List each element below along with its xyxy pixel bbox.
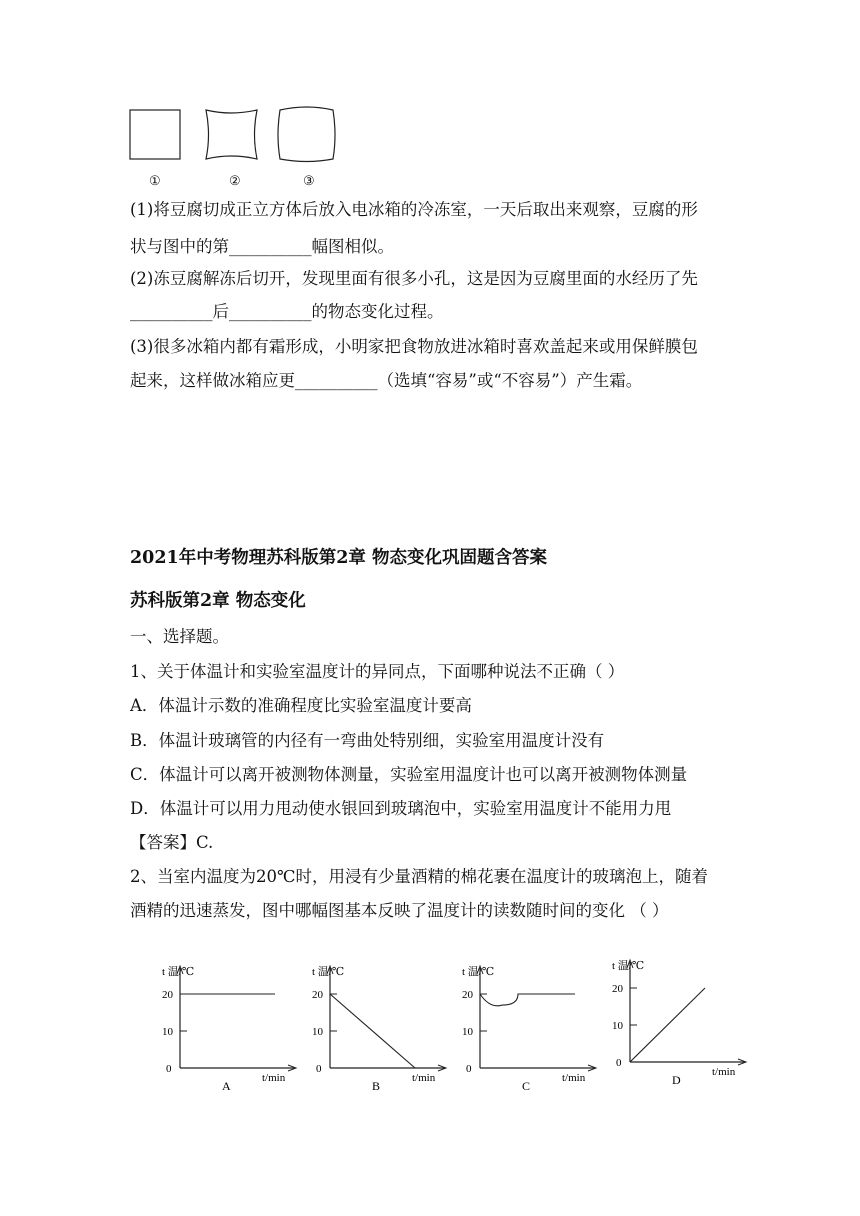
y-axis-label: t 温/℃ xyxy=(162,966,195,978)
x-axis-label: t/min xyxy=(562,1072,586,1084)
q1-option-c: C．体温计可以离开被测物体测量，实验室用温度计也可以离开被测物体测量 xyxy=(130,765,688,784)
part1-q1-line2: 状与图中的第__________幅图相似。 xyxy=(130,237,394,256)
y-tick-label: 10 xyxy=(162,1026,173,1038)
series-line xyxy=(480,994,575,1006)
q2-stem-line1: 2、当室内温度为20℃时，用浸有少量酒精的棉花裹在温度计的玻璃泡上，随着 xyxy=(130,867,708,886)
y-axis-label: t 温/℃ xyxy=(462,966,495,978)
series-line xyxy=(630,988,705,1062)
y-tick-label: 20 xyxy=(312,989,323,1001)
x-axis-label: t/min xyxy=(262,1072,286,1084)
y-tick-label: 10 xyxy=(462,1026,473,1038)
y-tick-label: 0 xyxy=(316,1063,322,1075)
q1-answer: 【答案】C. xyxy=(130,833,214,852)
shape-label-3: ③ xyxy=(303,174,315,189)
y-tick-label: 0 xyxy=(466,1063,472,1075)
document-subtitle: 苏科版第2章 物态变化 xyxy=(130,591,306,611)
part1-q1-line1: (1)将豆腐切成正立方体后放入电冰箱的冷冻室，一天后取出来观察，豆腐的形 xyxy=(130,200,698,219)
shape-1-square xyxy=(130,110,180,159)
part1-q3-line1: (3)很多冰箱内都有霜形成，小明家把食物放进冰箱时喜欢盖起来或用保鲜膜包 xyxy=(130,337,698,356)
shape-2-concave xyxy=(206,110,257,159)
document-title: 2021年中考物理苏科版第2章 物态变化巩固题含答案 xyxy=(130,548,547,568)
q1-option-b: B．体温计玻璃管的内径有一弯曲处特别细，实验室用温度计没有 xyxy=(130,731,605,750)
part1-q3-line2: 起来，这样做冰箱应更__________（选填“容易”或“不容易”）产生霜。 xyxy=(130,371,643,390)
part1-q2-line1: (2)冻豆腐解冻后切开，发现里面有很多小孔，这是因为豆腐里面的水经历了先 xyxy=(130,269,698,288)
x-axis-label: t/min xyxy=(412,1072,436,1084)
q1-option-d: D．体温计可以用力甩动使水银回到玻璃泡中，实验室用温度计不能用力甩 xyxy=(130,799,672,818)
q1-stem: 1、关于体温计和实验室温度计的异同点，下面哪种说法不正确（ ） xyxy=(130,662,625,681)
y-axis-label: t 温/℃ xyxy=(312,966,345,978)
part1-q2-line2: __________后__________的物态变化过程。 xyxy=(130,302,444,321)
shape-3-convex xyxy=(278,107,335,162)
temperature-charts xyxy=(150,940,760,1100)
shape-label-1: ① xyxy=(149,174,161,189)
y-tick-label: 0 xyxy=(166,1063,172,1075)
q1-option-a: A．体温计示数的准确程度比实验室温度计要高 xyxy=(130,696,472,715)
y-axis-label: t 温/℃ xyxy=(612,960,645,972)
series-line xyxy=(330,994,415,1068)
y-tick-label: 20 xyxy=(462,989,473,1001)
chart-title: B xyxy=(372,1079,381,1093)
chart-title: A xyxy=(222,1079,231,1093)
y-tick-label: 10 xyxy=(612,1020,623,1032)
q2-stem-line2: 酒精的迅速蒸发，图中哪幅图基本反映了温度计的读数随时间的变化 （ ） xyxy=(130,901,669,920)
chart-title: D xyxy=(672,1073,681,1087)
y-tick-label: 10 xyxy=(312,1026,323,1038)
section-heading: 一、选择题。 xyxy=(130,627,229,646)
y-tick-label: 0 xyxy=(616,1057,622,1069)
x-axis-label: t/min xyxy=(712,1066,736,1078)
chart-title: C xyxy=(522,1079,531,1093)
y-tick-label: 20 xyxy=(162,989,173,1001)
y-tick-label: 20 xyxy=(612,983,623,995)
shape-label-2: ② xyxy=(229,174,241,189)
tofu-shapes-figure xyxy=(120,100,360,170)
